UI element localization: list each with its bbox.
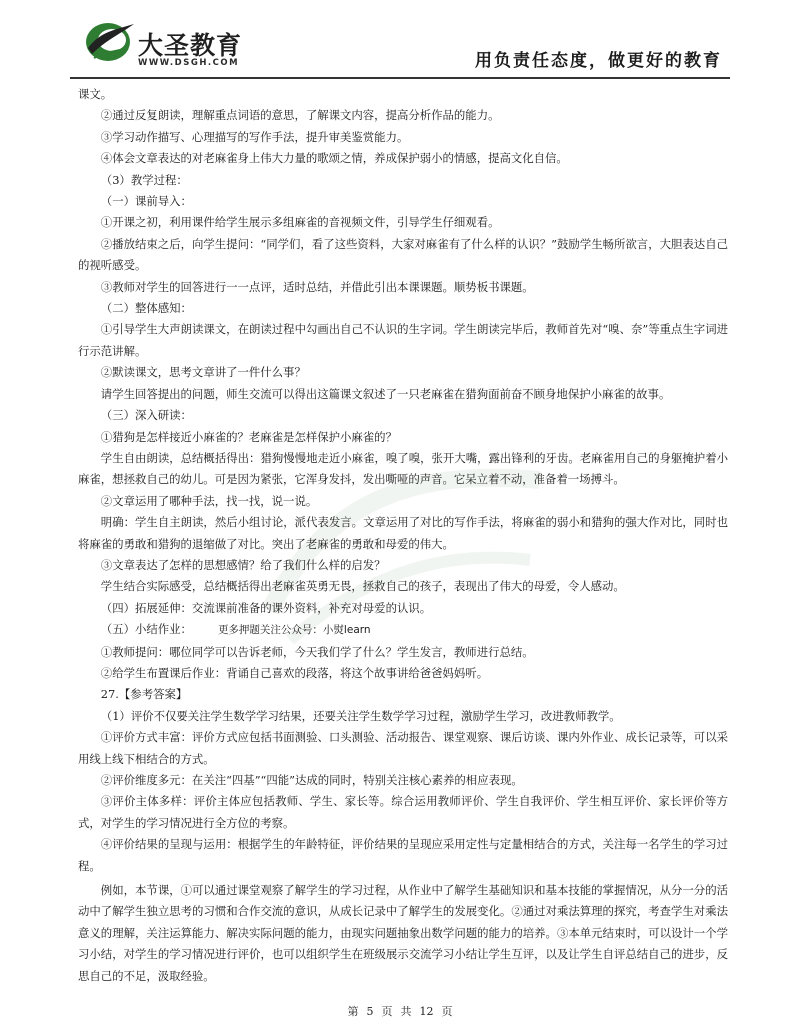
paragraph: 学生结合实际感受，总结概括得出老麻雀英勇无畏，拯救自己的孩子，表现出了伟大的母爱，令人感动。: [100, 579, 625, 594]
page-header: [0, 0, 800, 80]
paragraph: ④体会文章表达的对老麻雀身上伟大力量的歌颂之情，养成保护弱小的情感，提高文化自信。: [100, 151, 568, 166]
page-content: [78, 84, 728, 987]
paragraph: ①猎狗是怎样接近小麻雀的？老麻雀是怎样保护小麻雀的？: [100, 429, 397, 444]
summary-label: （五）小结作业：: [100, 622, 192, 637]
header-divider: [70, 77, 730, 79]
section-heading: （三）深入研读：: [100, 408, 192, 423]
paragraph: ①评价方式丰富：评价方式应包括书面测验、口头测验、活动报告、课堂观察、课后访谈、课内外作业、成长记录等，可以采用线上线下相结合的方式。: [78, 730, 728, 766]
promo-text: 更多押题关注公众号：小熨learn: [217, 624, 371, 637]
paragraph: ④评价结果的呈现与运用：根据学生的年龄特征，评价结果的呈现应采用定性与定量相结合的方式，关注每一名学生的学习过程。: [78, 837, 728, 873]
paragraph: ②通过反复朗读，理解重点词语的意思，了解课文内容，提高分析作品的能力。: [100, 108, 500, 123]
brand-url: WWW.DSGH.COM: [138, 58, 240, 68]
paragraph: ③教师对学生的回答进行一一点评，适时总结，并借此引出本课课题。顺势板书课题。: [100, 279, 534, 294]
header-slogan: 用负责任态度，做更好的教育: [475, 51, 722, 71]
section-heading: （一）课前导入：: [100, 194, 192, 209]
paragraph: 课文。: [78, 87, 113, 101]
paragraph: ③学习动作描写、心理描写的写作手法，提升审美鉴赏能力。: [100, 129, 409, 144]
footer-total-number: 12: [419, 1005, 434, 1018]
paragraph: ①开课之初，利用课件给学生展示多组麻雀的音视频文件，引导学生仔细观看。: [100, 215, 500, 230]
paragraph: 明确：学生自主朗读，然后小组讨论，派代表发言。文章运用了对比的写作手法，将麻雀的弱小和猎狗的强大作对比，同时也将麻雀的勇敢和猎狗的退缩做了对比。突出了老麻雀的勇敢和母爱的伟大。: [78, 515, 728, 551]
section-heading: （3）教学过程：: [100, 172, 188, 187]
paragraph: ①教师提问：哪位同学可以告诉老师，今天我们学了什么？学生发言，教师进行总结。: [100, 644, 534, 659]
footer-page-label: 第: [347, 1005, 359, 1018]
footer-page-number: 5: [366, 1005, 374, 1018]
section-heading: （四）拓展延伸：交流课前准备的课外资料，补充对母爱的认识。: [100, 600, 432, 615]
paragraph: （1）评价不仅要关注学生数学学习结果，还要关注学生数学学习过程，激励学生学习，改进教师教学。: [100, 708, 621, 723]
answer-heading: 27.【参考答案】: [100, 687, 188, 702]
paragraph: ②播放结束之后，向学生提问：“同学们，看了这些资料，大家对麻雀有了什么样的认识？”鼓励学生畅所欲言，大胆表达自己的视听感受。: [78, 236, 728, 273]
paragraph: ②给学生布置课后作业：背诵自己喜欢的段落，将这个故事讲给爸爸妈妈听。: [100, 665, 489, 680]
paragraph: 请学生回答提出的问题，师生交流可以得出这篇课文叙述了一只老麻雀在猎狗面前奋不顾身地保护小麻雀的故事。: [100, 386, 671, 401]
paragraph: ①引导学生大声朗读课文，在朗读过程中勾画出自己不认识的生字词。学生朗读完毕后，教师首先对“嗅、奈”等重点生字词进行示范讲解。: [78, 322, 728, 358]
summary-heading: [78, 619, 728, 641]
paragraph: ②文章运用了哪种手法，找一找，说一说。: [100, 493, 318, 508]
page-footer: [0, 1003, 800, 1019]
section-heading: （二）整体感知：: [100, 301, 192, 316]
paragraph: ③文章表达了怎样的思想感情？给了我们什么样的启发？: [100, 557, 386, 572]
paragraph: 例如，本节课，①可以通过课堂观察了解学生的学习过程，从作业中了解学生基础知识和基本技能的掌握情况，从分一分的活动中了解学生独立思考的习惯和合作交流的意识，从成长记录中了解学生的发展变化。②通过对乘法算理的探究，考查学生对乘法意义的理解，关注运算能力、解决实际问题的能力，由现实问题抽象出数学问题的能力的培养。③本单元结束时，可以设计一个学习小结，对学生的学习情况进行评价，也可以组织学生在班级展示交流学习小结让学生互评，以及让学生自评总结自己的进步，反思自己的不足，汲取经验。: [78, 883, 728, 983]
paragraph: 学生自由朗读，总结概括得出：猎狗慢慢地走近小麻雀，嗅了嗅，张开大嘴，露出锋利的牙齿。老麻雀用自己的身躯掩护着小麻雀，想拯救自己的幼儿。可是因为紧张，它浑身发抖，发出嘶哑的声音。它呆立着不动，准备着一场搏斗。: [78, 450, 728, 487]
footer-page-unit: 页: [381, 1005, 393, 1018]
paragraph: ②评价维度多元：在关注“四基”“四能”达成的同时，特别关注核心素养的相应表现。: [100, 773, 523, 787]
brand-name: 大圣教育: [138, 31, 243, 60]
dasheng-logo-icon: [84, 18, 136, 64]
footer-total-label: 共: [400, 1005, 412, 1018]
paragraph: ③评价主体多样：评价主体应包括教师、学生、家长等。综合运用教师评价、学生自我评价、学生相互评价、家长评价等方式，对学生的学习情况进行全方位的考察。: [78, 794, 728, 830]
paragraph: ②默读课文，思考文章讲了一件什么事？: [100, 365, 306, 380]
footer-total-unit: 页: [441, 1005, 453, 1018]
